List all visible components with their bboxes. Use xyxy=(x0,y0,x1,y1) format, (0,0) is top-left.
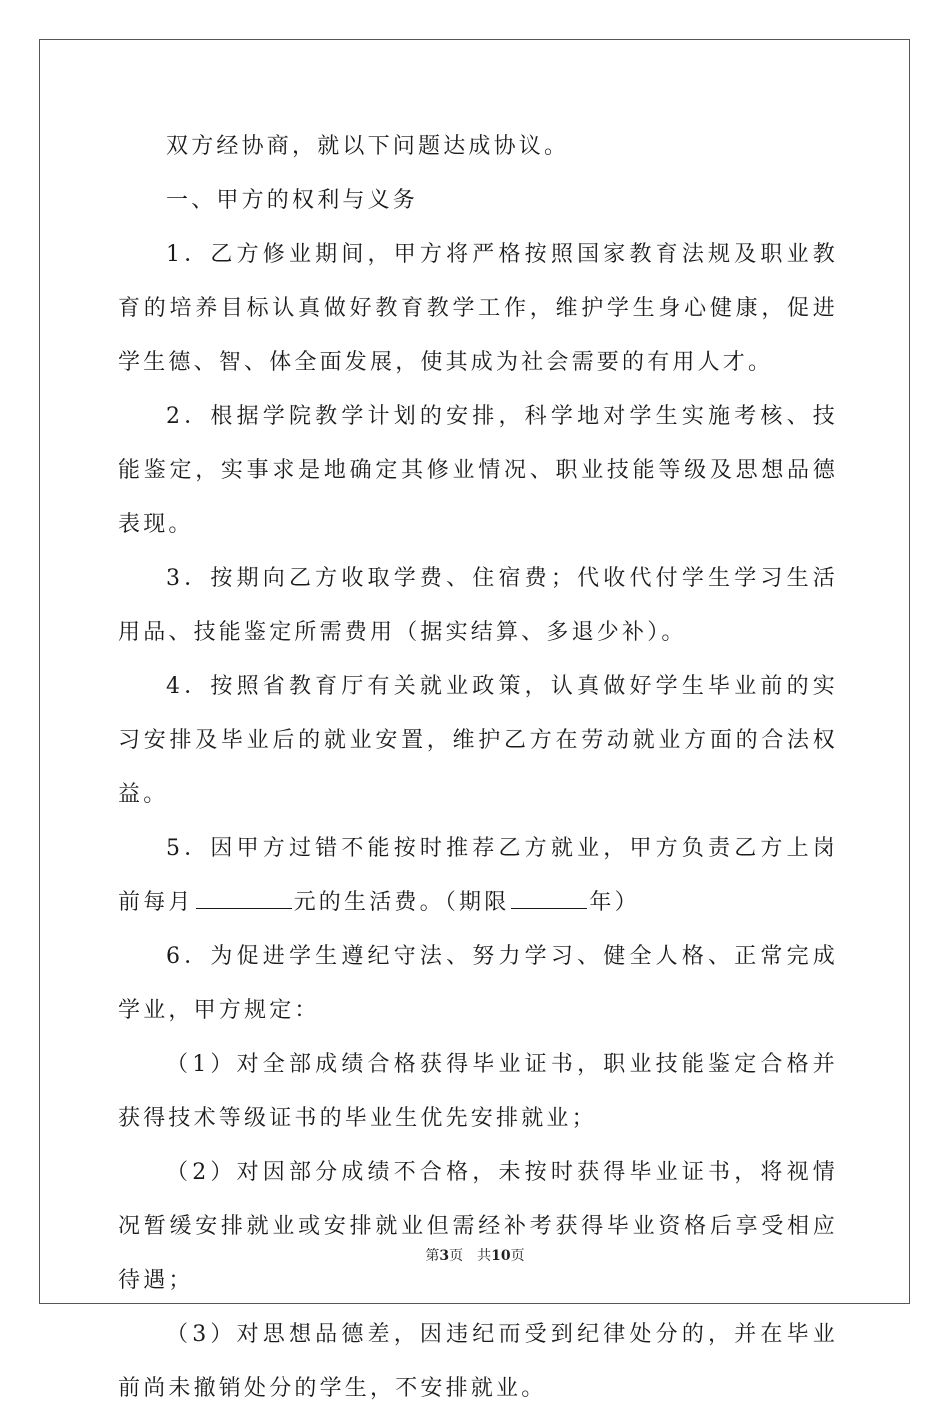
clause-4: 4．按照省教育厅有关就业政策，认真做好学生毕业前的实习安排及毕业后的就业安置，维护乙方在劳动就业方面的合法权益。 xyxy=(118,674,838,807)
amount-blank xyxy=(196,886,292,909)
sub-clause-1: （1）对全部成绩合格获得毕业证书，职业技能鉴定合格并获得技术等级证书的毕业生优先安排就业； xyxy=(118,1052,838,1131)
total-prefix: 共 xyxy=(477,1248,492,1264)
document-body xyxy=(118,120,838,1416)
page-suffix: 页 xyxy=(449,1248,464,1264)
clause-5-text-a: 5．因甲方过错不能按时推荐乙方就业，甲方负责乙方上岗前每月 xyxy=(118,836,838,915)
page-footer xyxy=(0,1245,950,1265)
paragraph-intro: 双方经协商，就以下问题达成协议。 xyxy=(166,134,570,159)
total-pages: 10 xyxy=(491,1248,511,1264)
clause-5-text-c: 年） xyxy=(589,890,640,915)
clause-6: 6．为促进学生遵纪守法、努力学习、健全人格、正常完成学业，甲方规定： xyxy=(118,944,838,1023)
sub-clause-3: （3）对思想品德差，因违纪而受到纪律处分的，并在毕业前尚未撤销处分的学生，不安排就业。 xyxy=(118,1322,838,1401)
clause-2: 2．根据学院教学计划的安排，科学地对学生实施考核、技能鉴定，实事求是地确定其修业情况、职业技能等级及思想品德表现。 xyxy=(118,404,838,537)
sub-clause-2: （2）对因部分成绩不合格，未按时获得毕业证书，将视情况暂缓安排就业或安排就业但需经补考获得毕业资格后享受相应待遇； xyxy=(118,1160,838,1293)
period-blank xyxy=(511,886,587,909)
total-suffix: 页 xyxy=(510,1248,525,1264)
page-number: 3 xyxy=(439,1248,450,1264)
clause-3: 3．按期向乙方收取学费、住宿费；代收代付学生学习生活用品、技能鉴定所需费用（据实结算、多退少补）。 xyxy=(118,566,838,645)
page-prefix: 第 xyxy=(425,1248,440,1264)
clause-5 xyxy=(118,822,838,930)
clause-5-text-b: 元的生活费。（期限 xyxy=(293,890,510,915)
clause-1: 1．乙方修业期间，甲方将严格按照国家教育法规及职业教育的培养目标认真做好教育教学工作，维护学生身心健康，促进学生德、智、体全面发展，使其成为社会需要的有用人才。 xyxy=(118,242,838,375)
section-heading-party-a-rights: 一、甲方的权利与义务 xyxy=(166,188,419,213)
